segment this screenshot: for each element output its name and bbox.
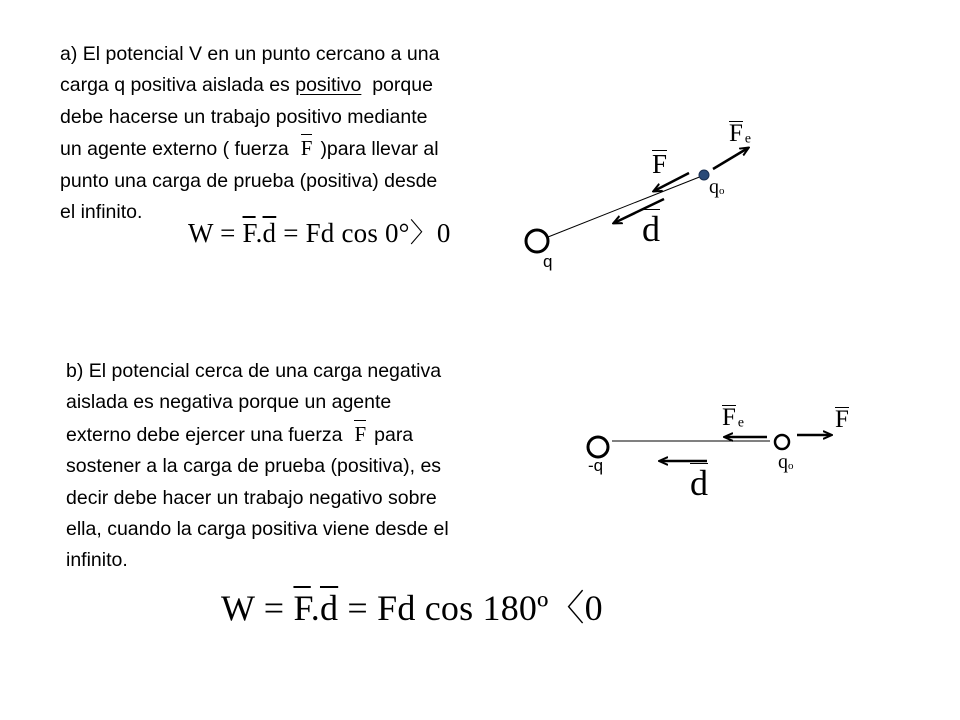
figure-b-source-charge (588, 437, 608, 457)
figure-b-label-q0 (778, 451, 794, 474)
equation-a-w: W (188, 218, 214, 248)
figure-a-label-f-main: F (652, 149, 668, 179)
paragraph-a-line-2-text: carga q positiva aislada es (60, 74, 290, 97)
equation-b-rhs: Fd cos 180º (377, 588, 549, 628)
equation-a-relation: 〉0 (409, 218, 451, 248)
paragraph-b-line-3-text: externo debe ejercer una fuerza (66, 423, 343, 446)
figure-a-label-d (640, 208, 662, 250)
figure-b-label-neg-q: -q (588, 456, 604, 475)
figure-a-source-charge (526, 230, 548, 252)
figure-a (526, 148, 748, 252)
equation-a-rhs: Fd cos 0° (305, 218, 410, 248)
paragraph-b-line-2: aislada es negativa porque un agente (66, 391, 392, 414)
equation-b-relation: 〈0 (548, 588, 603, 628)
equation-a-eq1: = (213, 218, 243, 248)
positivo-underlined: positivo (295, 74, 362, 97)
figure-b-label-d (688, 462, 710, 504)
equation-a-f: $\overline{F}$ (242, 218, 256, 248)
figure-a-arrow-fe (713, 148, 748, 169)
paragraph-b-line-1: b) El potencial cerca de una carga negativa (66, 360, 442, 382)
figure-a-label-q0-sub: o (719, 185, 725, 198)
figure-a-label-q0-main: q (709, 176, 719, 198)
figure-b (588, 435, 831, 461)
figure-a-label-q0 (709, 176, 725, 199)
equation-b-dot: . (310, 588, 320, 628)
paragraph-b-line-3-end: para (374, 423, 414, 446)
paragraph-a-line-1: a) El potencial V en un punto cercano a una (60, 43, 440, 65)
figure-a-label-fe (727, 120, 751, 148)
figure-b-label-fe (720, 404, 744, 432)
figure-a-label-fe-main: F (729, 120, 743, 147)
equation-b-f: $\overline{F}$ (293, 588, 311, 628)
paragraph-b-line-6: ella, cuando la carga positiva viene desde el (66, 518, 449, 541)
figure-a-connecting-line (548, 176, 702, 237)
equation-a-dot: . (255, 218, 263, 248)
figure-b-label-q0-main: q (778, 451, 788, 473)
force-symbol-inline-a: F (299, 133, 315, 164)
paragraph-a-line-4-end: )para llevar al (320, 138, 439, 161)
paragraph-b-line-4: sostener a la carga de prueba (positiva), es (66, 455, 442, 478)
figure-a-label-f (650, 149, 669, 180)
paragraph-b-line-7: infinito. (66, 549, 128, 572)
paragraph-a-line-6: el infinito. (60, 201, 143, 224)
figure-b-label-fe-sub: e (737, 414, 745, 430)
force-symbol-inline-b: F (352, 419, 368, 450)
equation-b-eq1: = (254, 588, 294, 628)
figure-b-label-f (833, 406, 851, 434)
figure-a-label-fe-sub: e (744, 130, 752, 146)
figure-a-label-q: q (543, 252, 553, 271)
equation-b-eq2: = (338, 588, 378, 628)
figure-a-label-d-main: d (642, 209, 660, 249)
paragraph-a-line-2-end: porque (372, 74, 433, 97)
paragraph-a-line-3: debe hacerse un trabajo positivo mediante (60, 105, 428, 128)
figure-b-label-fe-main: F (722, 404, 736, 431)
equation-a-d: $\overline{d}$ (262, 218, 277, 248)
equation-a-eq2: = (276, 218, 306, 248)
paragraph-a-line-4-text: un agente externo ( fuerza (60, 138, 289, 161)
figure-a-test-charge (699, 170, 709, 180)
equation-b-w: W (221, 588, 255, 628)
paragraph-b-line-5: decir debe hacer un trabajo negativo sobre (66, 486, 437, 509)
equation-b-d: $\overline{d}$ (319, 588, 339, 628)
figure-b-test-charge (775, 435, 789, 449)
figure-b-label-f-main: F (835, 406, 849, 433)
figure-b-label-d-main: d (690, 463, 708, 503)
figure-b-label-q0-sub: o (788, 460, 794, 473)
paragraph-a-line-5: punto una carga de prueba (positiva) desde (60, 169, 438, 192)
